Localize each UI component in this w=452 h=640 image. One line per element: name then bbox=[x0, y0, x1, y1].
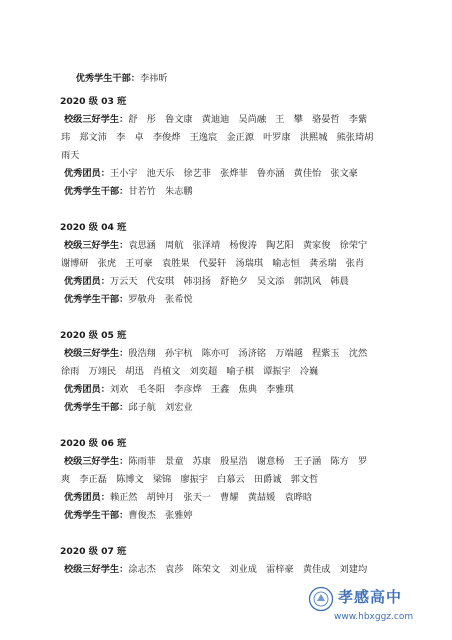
row-names: 雨天 bbox=[61, 150, 80, 161]
row-names: 涂志杰 袁莎 陈荣文 刘业成 雷梓豪 黄佳成 刘建均 bbox=[128, 564, 368, 575]
row-names: 陈雨菲 景童 苏康 殷星浩 谢意杨 王子涵 陈方 罗 bbox=[128, 456, 368, 467]
row-label: 优秀团员： bbox=[64, 384, 110, 395]
row-names: 袁思涵 周航 张泽靖 杨俊涛 陶艺阳 黄家俊 徐荣宁 bbox=[128, 240, 368, 251]
school-watermark bbox=[270, 586, 440, 630]
class05-row bbox=[64, 384, 408, 396]
row-label: 校级三好学生： bbox=[64, 456, 129, 467]
row-label: 优秀学生干部： bbox=[64, 294, 129, 305]
class04-row bbox=[64, 276, 408, 288]
class05-row bbox=[61, 366, 405, 378]
class03-row bbox=[64, 186, 408, 198]
row-label: 校级三好学生： bbox=[64, 114, 129, 125]
row-label: 校级三好学生： bbox=[64, 240, 129, 251]
class07-row bbox=[64, 564, 408, 576]
row-names: 王小宇 池天乐 徐艺菲 张烨菲 鲁亦涵 黄佳怡 张文豪 bbox=[109, 168, 358, 179]
class03-row bbox=[61, 150, 405, 162]
row-label: 优秀学生干部： bbox=[64, 186, 129, 197]
row-label: 优秀学生干部： bbox=[64, 510, 129, 521]
row-names: 邱子航 刘宏业 bbox=[128, 402, 193, 413]
class03-row bbox=[64, 114, 408, 126]
row-label: 优秀团员： bbox=[64, 168, 110, 179]
row-names: 徐雨 万翊民 胡迅 肖植文 刘奕超 喻子棋 谭振宇 冷巍 bbox=[61, 366, 319, 377]
row-label: 优秀团员： bbox=[64, 492, 110, 503]
class06-row bbox=[64, 510, 408, 522]
row-names: 舒 彤 鲁文康 黄迪迪 吴尚融 王 攀 骆晏哲 李紫 bbox=[128, 114, 368, 125]
row-names: 爽 李正磊 陈博文 梁锦 廖振宇 白慕云 田爵诚 郭文哲 bbox=[61, 474, 319, 485]
row-label: 校级三好学生： bbox=[64, 564, 129, 575]
row-label: 优秀学生干部： bbox=[64, 402, 129, 413]
row-names: 万云天 代安琪 韩羽扬 舒艳夕 吴文添 郭凯风 韩晨 bbox=[109, 276, 349, 287]
class04-row bbox=[61, 258, 405, 270]
class06-row bbox=[64, 492, 408, 504]
row-names: 曹俊杰 张雅婷 bbox=[128, 510, 193, 521]
class06-row bbox=[61, 474, 405, 486]
row-names: 李祎昕 bbox=[140, 72, 168, 84]
school-seal-icon bbox=[308, 586, 334, 612]
class-heading-06: 2020 级 06 班 bbox=[60, 438, 127, 449]
row-names: 谢博研 张虎 王可豪 袁胜果 代晏轩 汤瑞琪 喻志恒 龚丞瑞 张肖 bbox=[61, 258, 365, 269]
class03-row bbox=[64, 168, 408, 180]
watermark-brand: 孝感高中 bbox=[338, 588, 403, 606]
row-names: 罗敬舟 张希悦 bbox=[128, 294, 193, 305]
class05-row bbox=[64, 348, 408, 360]
row-names: 玮 郑文沛 李 卓 李俊烨 王逸宸 金正源 叶罗康 洪熙城 熊张琦胡 bbox=[61, 132, 374, 143]
row-label: 优秀学生干部： bbox=[75, 72, 140, 84]
row-names: 赖正然 胡钟月 张天一 曹耀 黄喆媛 袁晔晗 bbox=[109, 492, 313, 503]
class-heading-07: 2020 级 07 班 bbox=[60, 546, 127, 557]
watermark-url: www.hbxggz.com bbox=[334, 612, 414, 622]
class06-row bbox=[64, 456, 408, 468]
class-heading-05: 2020 级 05 班 bbox=[60, 330, 127, 341]
class03-row bbox=[61, 132, 405, 144]
class-heading-03: 2020 级 03 班 bbox=[60, 96, 127, 107]
row-label: 优秀团员： bbox=[64, 276, 110, 287]
class04-row bbox=[64, 294, 408, 306]
row-names: 刘欢 毛冬阳 李彦烨 王鑫 焦典 李雅琪 bbox=[109, 384, 294, 395]
row-label: 校级三好学生： bbox=[64, 348, 129, 359]
class04-row bbox=[64, 240, 408, 252]
row-names: 殷浩翔 孙宇杭 陈亦可 汤济铭 万端越 程紫玉 沈然 bbox=[128, 348, 368, 359]
class05-row bbox=[64, 402, 408, 414]
class-heading-04: 2020 级 04 班 bbox=[60, 222, 127, 233]
row-names: 甘若竹 朱志鹏 bbox=[128, 186, 193, 197]
top-cadre-row bbox=[64, 61, 408, 96]
